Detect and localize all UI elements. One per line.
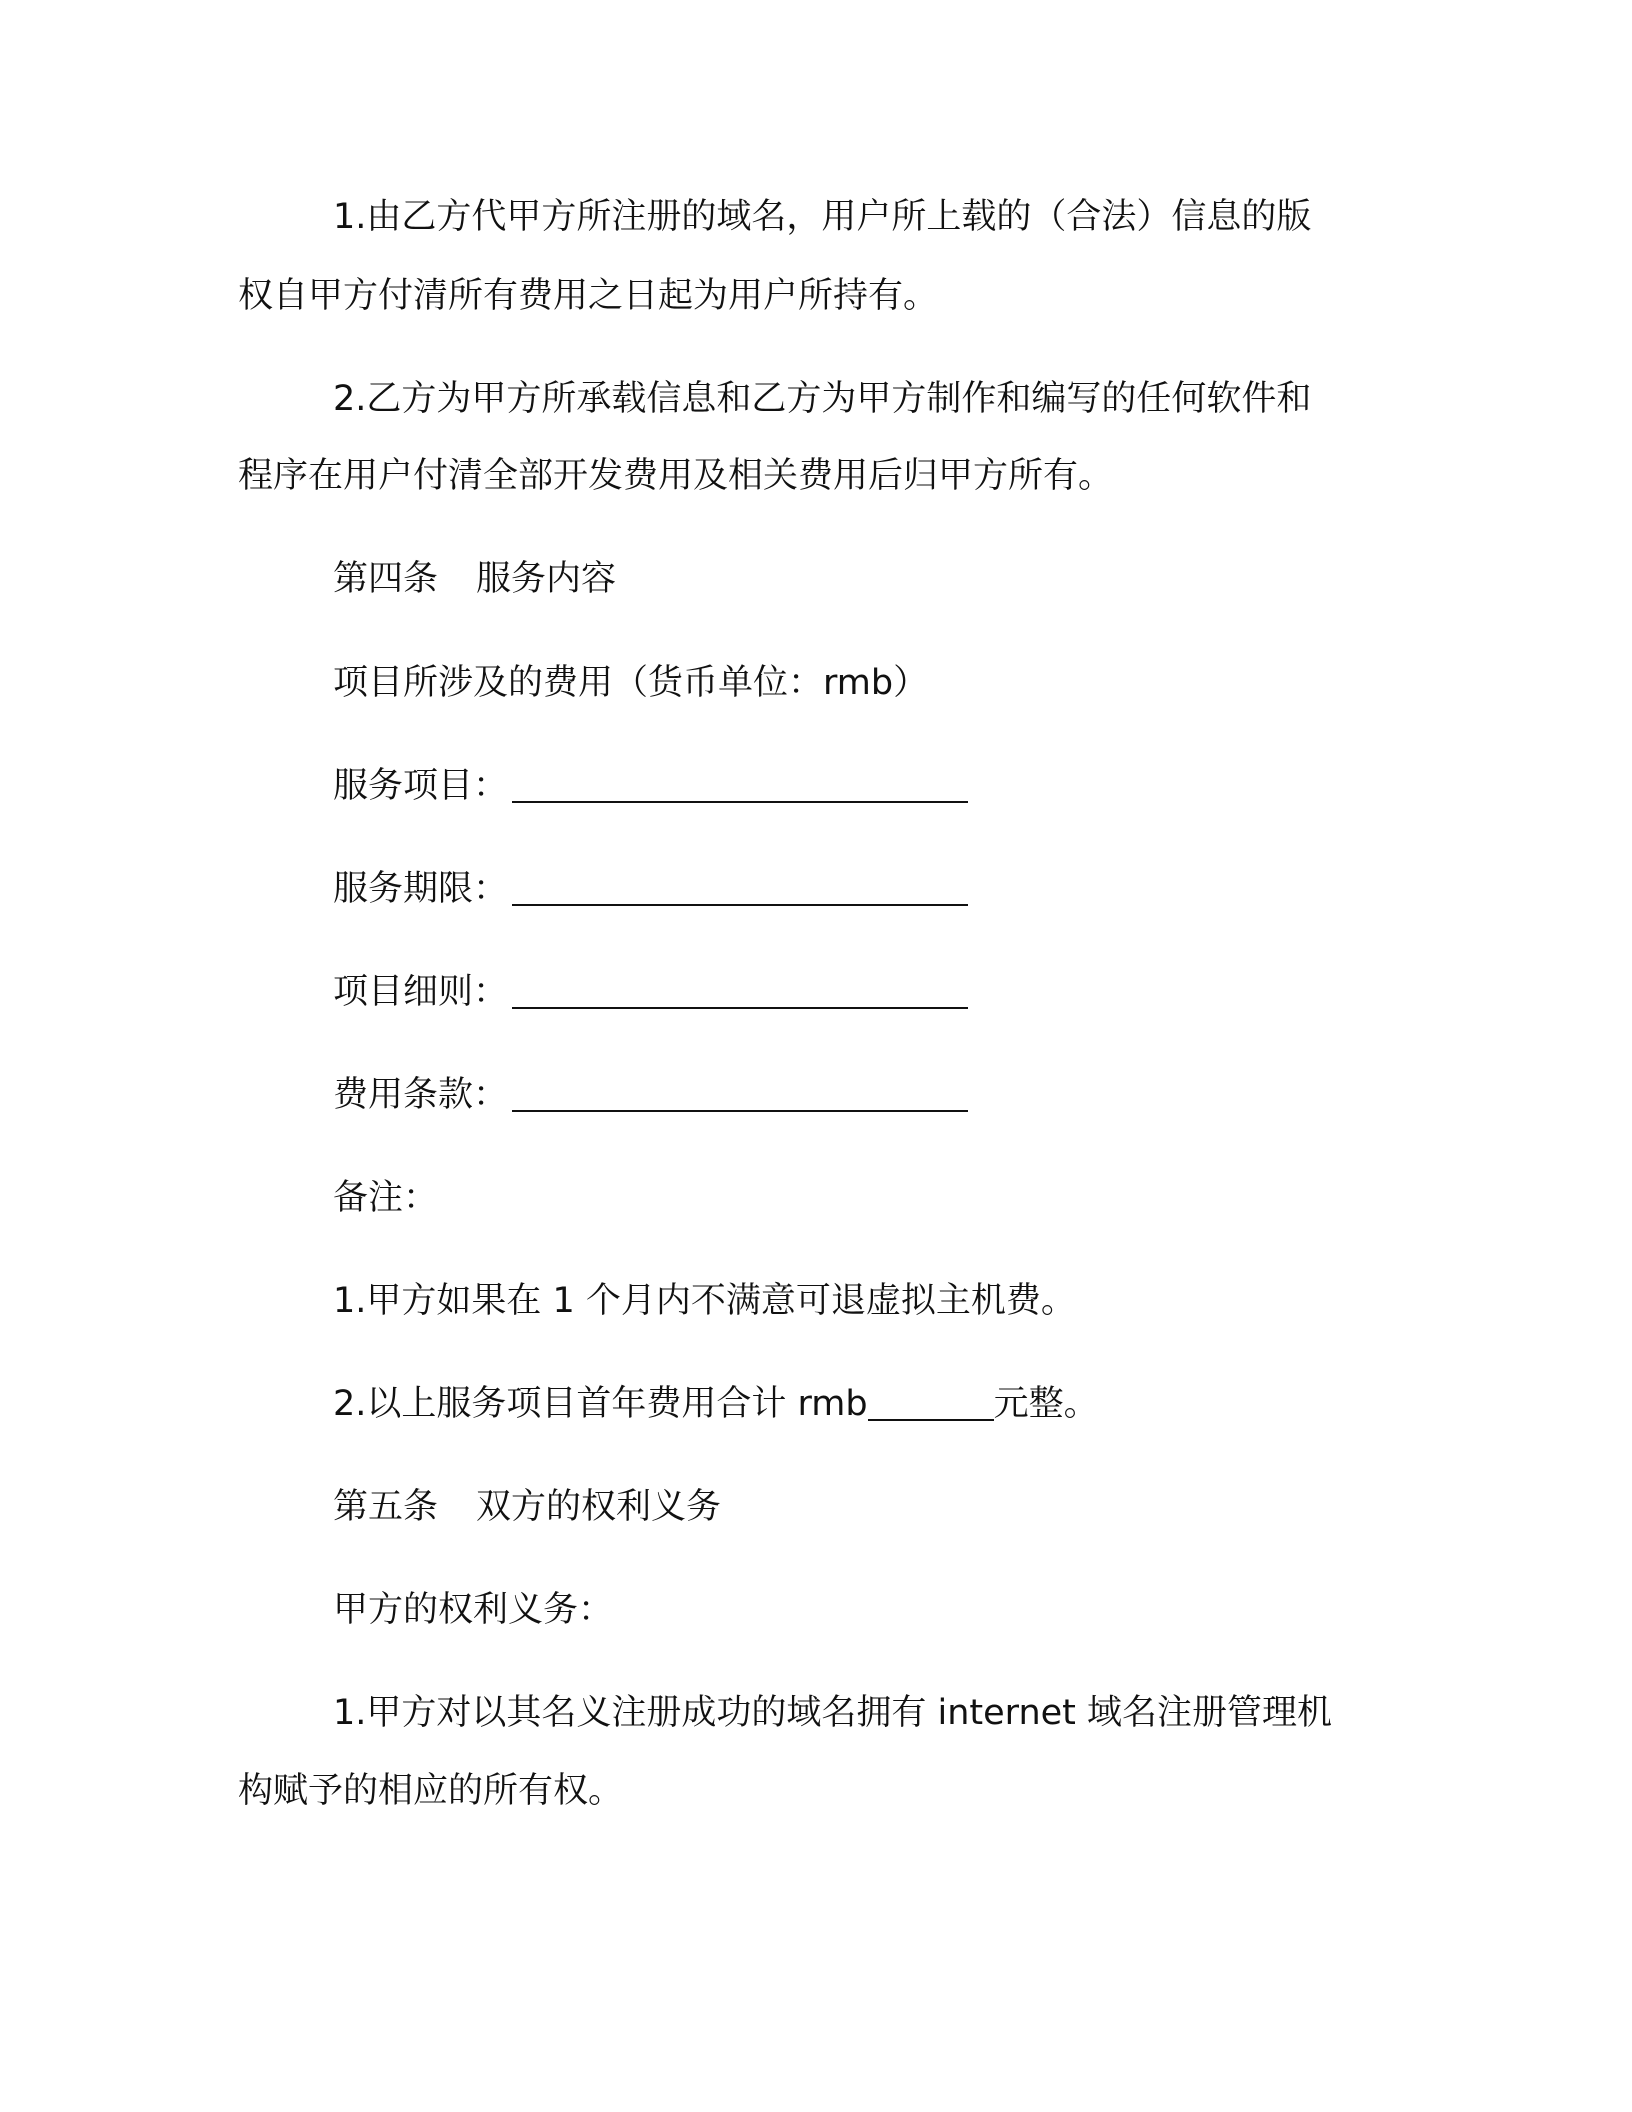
remark-2-suffix: 元整。 [993,1384,1099,1424]
party-a-heading: 甲方的权利义务： [333,1590,614,1630]
remark-2-prefix: 2.以上服务项目首年费用合计 rmb [333,1384,868,1424]
paragraph-2-line-2: 程序在用户付清全部开发费用及相关费用后归甲方所有。 [238,456,1114,496]
paragraph-1-line-2: 权自甲方付清所有费用之日起为用户所持有。 [238,276,939,316]
party-a-clause-1-line-1: 1.甲方对以其名义注册成功的域名拥有 internet 域名注册管理机 [333,1693,1333,1733]
service-item-label: 服务项目： [333,766,509,806]
service-item-field [333,762,968,810]
article-4-title: 服务内容 [476,559,617,599]
fees-intro: 项目所涉及的费用（货币单位：rmb） [333,663,929,703]
fee-terms-field [333,1071,968,1119]
remark-2 [333,1380,1099,1428]
fee-terms-blank[interactable] [512,1076,968,1112]
remarks-label: 备注： [333,1178,439,1218]
article-4-number: 第四条 [333,559,439,599]
remark-1: 1.甲方如果在 1 个月内不满意可退虚拟主机费。 [333,1281,1076,1321]
item-details-field [333,968,968,1016]
party-a-clause-1-line-2: 构赋予的相应的所有权。 [238,1771,624,1811]
article-5-title: 双方的权利义务 [476,1487,722,1527]
item-details-label: 项目细则： [333,972,509,1012]
paragraph-2-line-1: 2.乙方为甲方所承载信息和乙方为甲方制作和编写的任何软件和 [333,379,1312,419]
service-period-field [333,865,968,913]
service-period-blank[interactable] [512,870,968,906]
article-4-heading [333,555,616,603]
service-item-blank[interactable] [512,767,968,803]
article-5-heading [333,1483,721,1531]
item-details-blank[interactable] [512,973,968,1009]
paragraph-1-line-1: 1.由乙方代甲方所注册的域名，用户所上载的（合法）信息的版 [333,197,1312,237]
fee-terms-label: 费用条款： [333,1075,509,1115]
service-period-label: 服务期限： [333,869,509,909]
total-fee-blank[interactable] [868,1385,994,1421]
article-5-number: 第五条 [333,1487,439,1527]
